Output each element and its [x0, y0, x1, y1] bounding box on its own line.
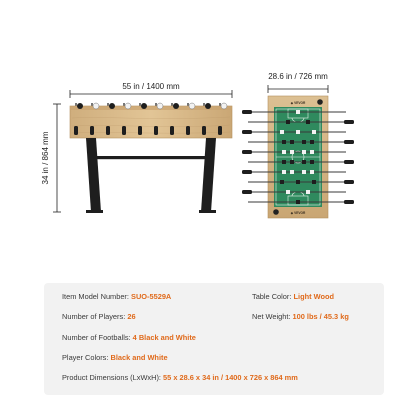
top-branding-lower: ◆ VEVOR	[290, 211, 306, 215]
spec-product-dimensions	[62, 374, 298, 381]
spec-product-dimensions-label: Product Dimensions (LxWxH):	[62, 373, 161, 382]
height-dimension	[41, 104, 61, 212]
spec-footballs-value: 4 Black and White	[132, 333, 196, 342]
width-label: 55 in / 1400 mm	[122, 82, 180, 91]
front-view	[41, 82, 232, 213]
spec-net-weight-value: 100 lbs / 45.3 kg	[292, 312, 349, 321]
spec-player-colors-label: Player Colors:	[62, 353, 109, 362]
spec-player-colors	[62, 354, 168, 361]
spec-footballs	[62, 334, 196, 341]
depth-label: 28.6 in / 726 mm	[268, 72, 328, 81]
top-branding-upper: ◆ VEVOR	[290, 101, 306, 105]
spec-product-dimensions-value: 55 x 28.6 x 34 in / 1400 x 726 x 864 mm	[163, 373, 298, 382]
spec-table-color-label: Table Color:	[252, 292, 292, 301]
spec-net-weight	[252, 313, 349, 320]
spec-footballs-label: Number of Footballs:	[62, 333, 131, 342]
depth-dimension	[268, 72, 328, 93]
spec-table-color-value: Light Wood	[293, 292, 334, 301]
spec-players-label: Number of Players:	[62, 312, 126, 321]
spec-players	[62, 313, 136, 320]
spec-net-weight-label: Net Weight:	[252, 312, 291, 321]
spec-table-color	[252, 293, 334, 300]
ball-cup-bottom	[273, 209, 279, 215]
front-legs	[86, 138, 216, 213]
spec-model-label: Item Model Number:	[62, 292, 129, 301]
spec-players-value: 26	[127, 312, 136, 321]
specs-panel	[44, 283, 384, 395]
top-view	[242, 72, 354, 218]
spec-model-value: SUO-5529A	[131, 292, 172, 301]
height-label: 34 in / 864 mm	[41, 131, 50, 185]
front-cabinet	[70, 106, 232, 138]
spec-player-colors-value: Black and White	[110, 353, 168, 362]
width-dimension	[70, 82, 232, 98]
ball-cup-top	[317, 99, 323, 105]
spec-model	[62, 293, 171, 300]
